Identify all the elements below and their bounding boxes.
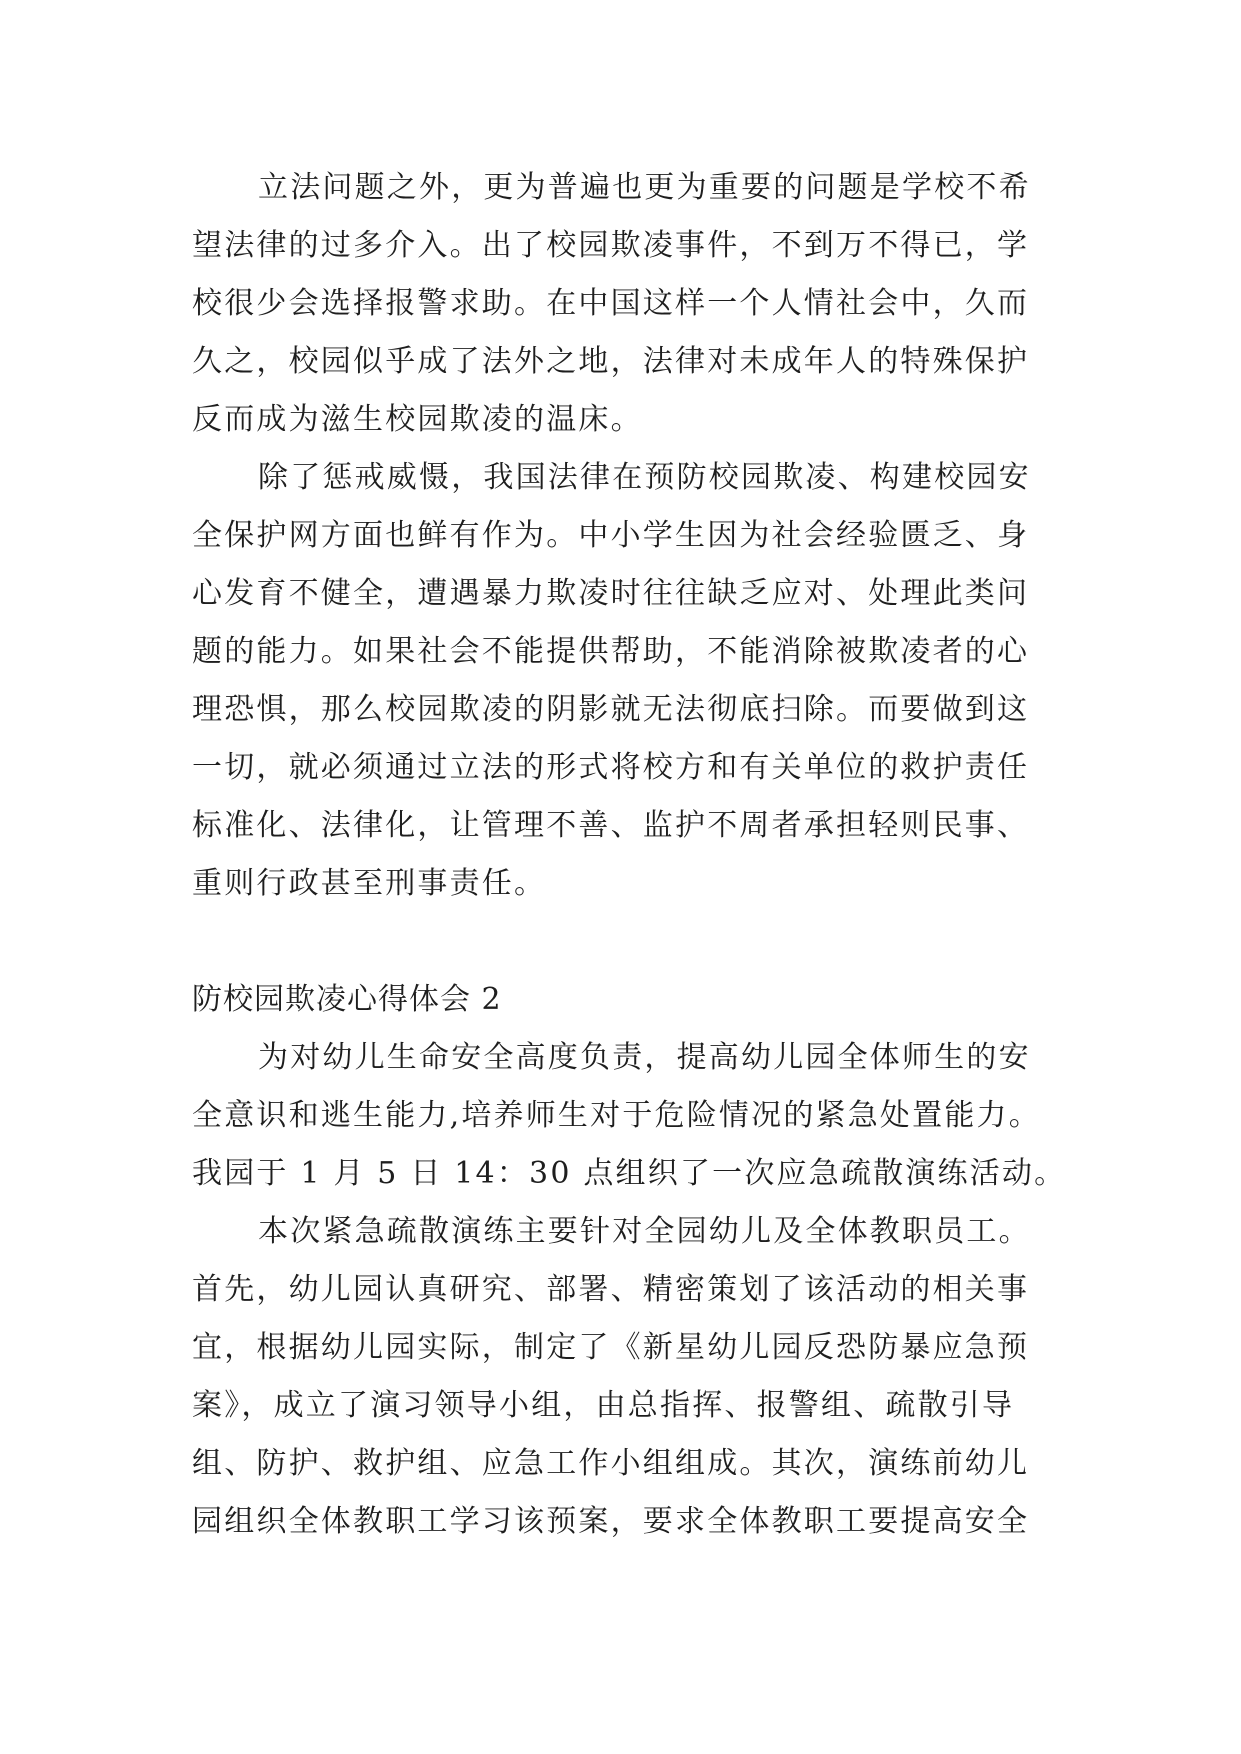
paragraph-line: 为对幼儿生命安全高度负责，提高幼儿园全体师生的安 (258, 1040, 1031, 1075)
paragraph-line: 望法律的过多介入。出了校园欺凌事件，不到万不得已，学 (192, 228, 1030, 263)
paragraph-line: 首先，幼儿园认真研究、部署、精密策划了该活动的相关事 (192, 1272, 1030, 1307)
paragraph-line: 重则行政甚至刑事责任。 (192, 866, 547, 901)
paragraph-line: 题的能力。如果社会不能提供帮助，不能消除被欺凌者的心 (192, 634, 1030, 669)
paragraph-line: 案》，成立了演习领导小组，由总指挥、报警组、疏散引导 (192, 1388, 1015, 1423)
paragraph-line: 我园于 1 月 5 日 14：30 点组织了一次应急疏散演练活动。 (192, 1156, 1067, 1191)
paragraph-line: 心发育不健全，遭遇暴力欺凌时往往缺乏应对、处理此类问 (192, 576, 1030, 611)
paragraph-line: 本次紧急疏散演练主要针对全园幼儿及全体教职员工。 (258, 1214, 1031, 1249)
paragraph-line: 久之，校园似乎成了法外之地，法律对未成年人的特殊保护 (192, 344, 1030, 379)
paragraph-line: 宜，根据幼儿园实际，制定了《新星幼儿园反恐防暴应急预 (192, 1330, 1030, 1365)
paragraph-line: 全意识和逃生能力,培养师生对于危险情况的紧急处置能力。 (192, 1098, 1041, 1133)
paragraph-line: 反而成为滋生校园欺凌的温床。 (192, 402, 643, 437)
section-heading: 防校园欺凌心得体会 2 (192, 982, 502, 1017)
paragraph-line: 一切，就必须通过立法的形式将校方和有关单位的救护责任 (192, 750, 1030, 785)
paragraph-line: 校很少会选择报警求助。在中国这样一个人情社会中，久而 (192, 286, 1030, 321)
paragraph-line: 园组织全体教职工学习该预案，要求全体教职工要提高安全 (192, 1504, 1030, 1539)
paragraph-line: 全保护网方面也鲜有作为。中小学生因为社会经验匮乏、身 (192, 518, 1030, 553)
paragraph-line: 立法问题之外，更为普遍也更为重要的问题是学校不希 (258, 170, 1031, 205)
paragraph-line: 理恐惧，那么校园欺凌的阴影就无法彻底扫除。而要做到这 (192, 692, 1030, 727)
paragraph-line: 标准化、法律化，让管理不善、监护不周者承担轻则民事、 (192, 808, 1030, 843)
paragraph-line: 除了惩戒威慑，我国法律在预防校园欺凌、构建校园安 (258, 460, 1031, 495)
paragraph-line: 组、防护、救护组、应急工作小组组成。其次，演练前幼儿 (192, 1446, 1030, 1481)
